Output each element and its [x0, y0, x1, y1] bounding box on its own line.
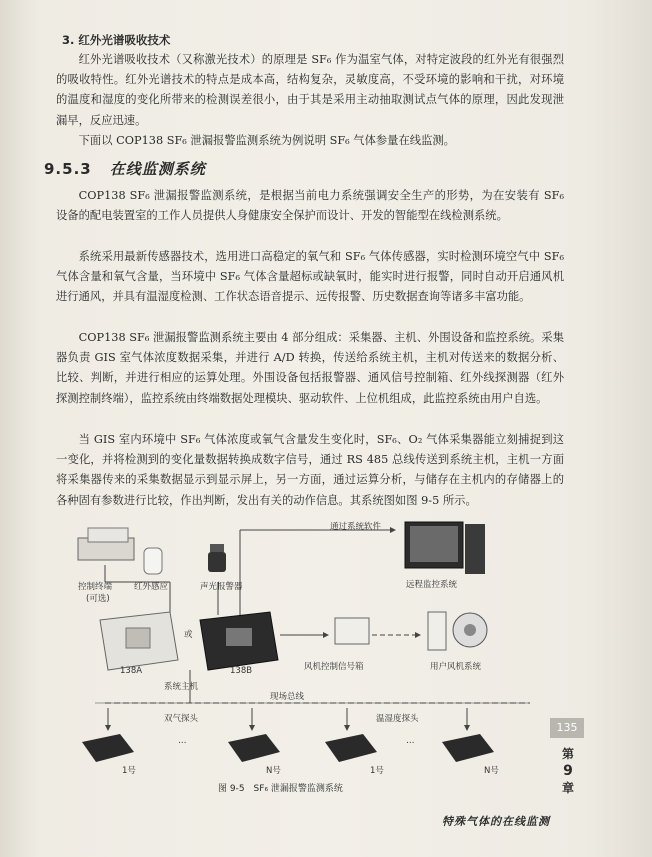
- system-diagram: [60, 520, 560, 795]
- label-probe-1: 1号: [122, 766, 136, 776]
- label-remote-monitoring: 远程监控系统: [406, 580, 458, 590]
- chapter-char-1: 第: [561, 747, 574, 761]
- paragraph-5: COP138 SF₆ 泄漏报警监测系统主要由 4 部分组成：采集器、主机、外围设备和监控系统。采集器负责 GIS 室气体浓度数据采集，并进行 A/D 转换，传送给系统主机，主机对传送来的数据分析、比较、判断，并进行相应的运算处理。外围设备包括报警器、通风信号控制箱、红外线探测器（红外探测控制终端），监控系统由终端数据处理模块、驱动软件、上位机组成，此监控系统由用户自选。: [56, 331, 564, 405]
- label-ir-sensor: 红外感应: [134, 582, 169, 592]
- label-field-bus: 现场总线: [270, 692, 305, 702]
- label-probe-nb: N号: [484, 766, 499, 776]
- section-title: 在线监测系统: [109, 160, 206, 178]
- label-alarm: 声光报警器: [200, 582, 243, 592]
- chapter-marker: [557, 746, 579, 797]
- figure-caption: 图 9-5 SF₆ 泄漏报警监测系统: [218, 784, 343, 794]
- label-o2-probe: 双气探头: [164, 714, 199, 724]
- section-heading: [44, 158, 206, 179]
- running-footer: 特殊气体的在线监测: [442, 815, 550, 828]
- page-number-tab: 135: [550, 718, 584, 738]
- subsection-heading: 3. 红外光谱吸收技术: [62, 33, 171, 47]
- label-control-terminal: 控制终端: [78, 582, 113, 592]
- label-host-b: 138B: [230, 666, 253, 676]
- label-probe-n: N号: [266, 766, 281, 776]
- chapter-number: 9: [563, 763, 573, 779]
- label-dots-right: …: [406, 736, 415, 746]
- label-system-host: 系统主机: [164, 682, 199, 692]
- paragraph-3: COP138 SF₆ 泄漏报警监测系统，是根据当前电力系统强调安全生产的形势，为在安装有 SF₆ 设备的配电装置室的工作人员提供人身健康安全保护而设计、开发的智能型在线检测系统。: [56, 189, 564, 223]
- label-fan-box: 风机控制信号箱: [304, 662, 364, 672]
- label-optional: (可选): [86, 594, 110, 604]
- label-user-fan: 用户风机系统: [430, 662, 482, 672]
- label-host-a: 138A: [120, 666, 143, 676]
- paragraph-4: 系统采用最新传感器技术，选用进口高稳定的氧气和 SF₆ 气体传感器，实时检测环境空气中 SF₆ 气体含量和氧气含量，当环境中 SF₆ 气体含量超标或缺氧时，能实时进行报警，同时自动开启通风机进行通风，并具有温湿度检测、工作状态语音提示、远传报警、历史数据查询等诸多丰富功能。: [56, 250, 564, 304]
- paragraph-6: 当 GIS 室内环境中 SF₆ 气体浓度或氧气含量发生变化时，SF₆、O₂ 气体采集器能立刻捕捉到这一变化，并将检测到的变化量数据转换成数字信号，通过 RS 485 总线传送到系统主机，主机一方面将采集器传来的采集数据显示到显示屏上，另一方面，通过运算分析，与储存在主机内的存储器上的各种固有参数进行比较，作出判断，发出有关的动作信息。其系统图如图 9-5 所示。: [56, 433, 564, 507]
- section-number: 9.5.3: [44, 160, 92, 178]
- paragraph-2: 下面以 COP138 SF₆ 泄漏报警监测系统为例说明 SF₆ 气体参量在线监测。: [78, 134, 455, 147]
- label-via-software: 通过系统软件: [330, 522, 382, 532]
- paragraph-1: 红外光谱吸收技术（又称激光技术）的原理是 SF₆ 作为温室气体，对特定波段的红外光有很强烈的吸收特性。红外光谱技术的特点是成本高，结构复杂，灵敏度高，不受环境的影响和干扰，对环境的温度和湿度的变化所带来的检测误差很小，由于其是采用主动抽取测试点气体的原理，因此发现泄漏早，反应迅速。: [56, 53, 564, 127]
- label-th-probe: 温湿度探头: [376, 714, 419, 724]
- label-probe-1b: 1号: [370, 766, 384, 776]
- label-or: 或: [184, 630, 193, 640]
- diagram-lines: [60, 520, 560, 795]
- label-dots-left: …: [178, 736, 187, 746]
- chapter-char-2: 章: [561, 781, 574, 795]
